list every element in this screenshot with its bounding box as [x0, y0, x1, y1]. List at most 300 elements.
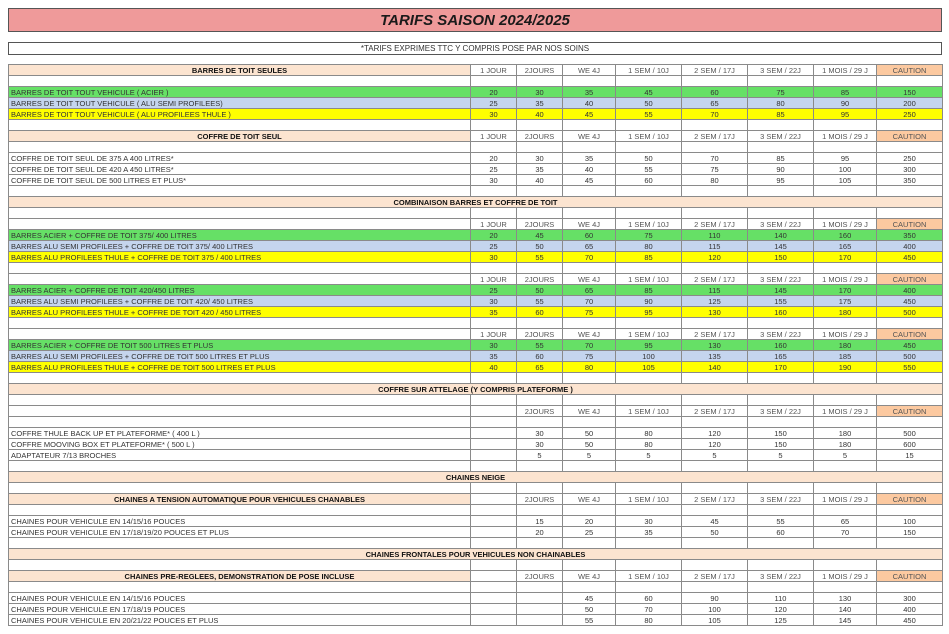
price-cell: 120 — [682, 428, 748, 439]
price-cell: 20 — [517, 527, 563, 538]
price-cell: 60 — [682, 87, 748, 98]
price-cell: 45 — [563, 109, 616, 120]
spacer-cell — [748, 417, 814, 428]
spacer-cell — [814, 483, 877, 494]
duration-header: 2 SEM / 17J — [682, 329, 748, 340]
price-cell: 25 — [471, 285, 517, 296]
duration-header: 2 SEM / 17J — [682, 406, 748, 417]
spacer-row — [9, 120, 943, 131]
spacer-cell — [877, 373, 943, 384]
price-cell: 100 — [877, 516, 943, 527]
price-cell: 35 — [517, 164, 563, 175]
spacer-cell — [563, 461, 616, 472]
price-cell — [471, 450, 517, 461]
spacer-cell — [682, 142, 748, 153]
section-title: BARRES DE TOIT SEULES — [9, 65, 471, 76]
spacer-cell — [877, 582, 943, 593]
price-cell: 95 — [814, 153, 877, 164]
price-cell: 190 — [814, 362, 877, 373]
price-cell: 60 — [616, 593, 682, 604]
price-cell — [471, 428, 517, 439]
section-header-row — [9, 494, 943, 505]
spacer-cell — [9, 120, 471, 131]
price-cell: 30 — [471, 109, 517, 120]
duration-header: 2 SEM / 17J — [682, 571, 748, 582]
price-row — [9, 98, 943, 109]
price-cell: 105 — [616, 362, 682, 373]
spacer-cell — [563, 395, 616, 406]
spacer-cell — [471, 461, 517, 472]
duration-header: 1 MOIS / 29 J — [814, 406, 877, 417]
spacer-cell — [563, 538, 616, 549]
price-cell: 50 — [517, 241, 563, 252]
price-row — [9, 516, 943, 527]
duration-header: 1 SEM / 10J — [616, 274, 682, 285]
price-cell: 15 — [517, 516, 563, 527]
price-cell: 85 — [616, 285, 682, 296]
spacer-cell — [748, 263, 814, 274]
spacer-cell — [563, 318, 616, 329]
spacer-cell — [563, 120, 616, 131]
page-title: TARIFS SAISON 2024/2025 — [380, 11, 570, 29]
price-cell: 70 — [563, 296, 616, 307]
spacer-cell — [517, 505, 563, 516]
price-cell: 65 — [682, 98, 748, 109]
price-row — [9, 428, 943, 439]
price-cell: 400 — [877, 604, 943, 615]
spacer-cell — [563, 208, 616, 219]
caution-header: CAUTION — [877, 494, 943, 505]
duration-header: WE 4J — [563, 571, 616, 582]
price-cell: 20 — [471, 87, 517, 98]
spacer-cell — [682, 373, 748, 384]
price-cell: 90 — [682, 593, 748, 604]
spacer-cell — [616, 538, 682, 549]
duration-header: 2JOURS — [517, 274, 563, 285]
price-row — [9, 296, 943, 307]
spacer-cell — [877, 461, 943, 472]
price-cell: 115 — [682, 241, 748, 252]
price-cell: 20 — [471, 230, 517, 241]
spacer-cell — [748, 208, 814, 219]
price-cell: 125 — [682, 296, 748, 307]
product-label: BARRES ACIER + COFFRE DE TOIT 420/450 LITRES — [9, 285, 471, 296]
duration-header: 3 SEM / 22J — [748, 219, 814, 230]
spacer-cell — [814, 318, 877, 329]
price-cell: 35 — [563, 153, 616, 164]
price-cell: 120 — [748, 604, 814, 615]
spacer-cell — [517, 186, 563, 197]
price-row — [9, 340, 943, 351]
spacer-cell — [9, 560, 471, 571]
spacer-cell — [814, 76, 877, 87]
spacer-row — [9, 76, 943, 87]
duration-header: 1 JOUR — [471, 329, 517, 340]
spacer-cell — [877, 263, 943, 274]
price-cell: 450 — [877, 615, 943, 626]
spacer-cell — [517, 263, 563, 274]
price-cell: 15 — [877, 450, 943, 461]
duration-header: 3 SEM / 22J — [748, 571, 814, 582]
duration-header: 2JOURS — [517, 65, 563, 76]
product-label: BARRES ACIER + COFFRE DE TOIT 375/ 400 LITRES — [9, 230, 471, 241]
spacer-cell — [877, 318, 943, 329]
price-cell: 60 — [517, 351, 563, 362]
spacer-cell — [9, 395, 471, 406]
section-header-row — [9, 571, 943, 582]
price-cell: 80 — [616, 241, 682, 252]
price-cell: 95 — [814, 109, 877, 120]
spacer-cell — [517, 395, 563, 406]
price-row — [9, 307, 943, 318]
spacer-cell — [877, 208, 943, 219]
spacer-cell — [471, 263, 517, 274]
price-cell: 160 — [748, 340, 814, 351]
spacer-row — [9, 461, 943, 472]
spacer-cell — [9, 186, 471, 197]
spacer-row — [9, 142, 943, 153]
price-cell: 45 — [563, 175, 616, 186]
price-cell: 35 — [616, 527, 682, 538]
price-cell: 300 — [877, 593, 943, 604]
price-cell: 95 — [616, 307, 682, 318]
price-cell: 155 — [748, 296, 814, 307]
spacer-cell — [814, 263, 877, 274]
price-cell: 30 — [471, 340, 517, 351]
spacer-row — [9, 505, 943, 516]
price-cell: 450 — [877, 252, 943, 263]
price-cell: 45 — [517, 230, 563, 241]
price-cell: 70 — [563, 340, 616, 351]
price-cell: 150 — [748, 439, 814, 450]
spacer-cell — [748, 76, 814, 87]
price-cell — [471, 593, 517, 604]
spacer-cell — [517, 142, 563, 153]
price-cell: 50 — [563, 439, 616, 450]
price-cell: 30 — [471, 175, 517, 186]
spacer-cell — [563, 417, 616, 428]
spacer-cell — [471, 186, 517, 197]
spacer-cell — [517, 417, 563, 428]
price-cell: 350 — [877, 175, 943, 186]
price-cell: 40 — [563, 164, 616, 175]
duration-header: 2 SEM / 17J — [682, 219, 748, 230]
price-cell: 80 — [682, 175, 748, 186]
spacer-cell — [563, 142, 616, 153]
column-header-row — [9, 274, 943, 285]
spacer-cell — [814, 208, 877, 219]
price-cell: 70 — [563, 252, 616, 263]
spacer-cell — [563, 505, 616, 516]
duration-header: 1 SEM / 10J — [616, 329, 682, 340]
price-cell — [471, 527, 517, 538]
price-row — [9, 351, 943, 362]
price-cell: 60 — [748, 527, 814, 538]
price-cell: 110 — [682, 230, 748, 241]
spacer-cell — [517, 208, 563, 219]
caution-header: CAUTION — [877, 65, 943, 76]
tariff-table — [8, 64, 943, 626]
spacer-cell — [682, 395, 748, 406]
spacer-cell — [471, 505, 517, 516]
blank-cell — [9, 406, 471, 417]
price-cell: 90 — [748, 164, 814, 175]
duration-header: 2JOURS — [517, 219, 563, 230]
price-cell: 50 — [563, 604, 616, 615]
spacer-cell — [517, 582, 563, 593]
price-cell: 70 — [616, 604, 682, 615]
price-cell: 50 — [616, 98, 682, 109]
duration-header: WE 4J — [563, 329, 616, 340]
price-cell: 105 — [682, 615, 748, 626]
spacer-cell — [616, 395, 682, 406]
duration-header: 1 JOUR — [471, 219, 517, 230]
price-cell: 25 — [471, 241, 517, 252]
column-header-row — [9, 329, 943, 340]
spacer-cell — [616, 318, 682, 329]
product-label: COFFRE DE TOIT SEUL DE 375 A 400 LITRES* — [9, 153, 471, 164]
spacer-cell — [616, 263, 682, 274]
duration-header: 1 MOIS / 29 J — [814, 329, 877, 340]
price-cell: 130 — [682, 307, 748, 318]
price-cell: 85 — [814, 87, 877, 98]
price-row — [9, 164, 943, 175]
price-cell: 65 — [563, 285, 616, 296]
product-label: COFFRE MOOVING BOX ET PLATEFORME* ( 500 L ) — [9, 439, 471, 450]
price-cell: 450 — [877, 296, 943, 307]
duration-header: 1 SEM / 10J — [616, 131, 682, 142]
price-cell: 60 — [517, 307, 563, 318]
spacer-cell — [616, 120, 682, 131]
spacer-cell — [682, 318, 748, 329]
price-cell: 185 — [814, 351, 877, 362]
spacer-cell — [471, 538, 517, 549]
duration-header: 1 MOIS / 29 J — [814, 131, 877, 142]
caution-header: CAUTION — [877, 131, 943, 142]
product-label: BARRES ALU PROFILEES THULE + COFFRE DE TOIT 500 LITRES ET PLUS — [9, 362, 471, 373]
spacer-cell — [616, 186, 682, 197]
price-cell: 50 — [517, 285, 563, 296]
duration-header: 2JOURS — [517, 329, 563, 340]
spacer-row — [9, 208, 943, 219]
spacer-cell — [748, 560, 814, 571]
duration-header: 2 SEM / 17J — [682, 65, 748, 76]
spacer-cell — [563, 483, 616, 494]
price-cell: 55 — [517, 252, 563, 263]
spacer-row — [9, 373, 943, 384]
price-cell: 500 — [877, 307, 943, 318]
spacer-cell — [517, 538, 563, 549]
spacer-cell — [748, 395, 814, 406]
price-cell: 170 — [748, 362, 814, 373]
price-cell: 550 — [877, 362, 943, 373]
product-label: BARRES ALU SEMI PROFILEES + COFFRE DE TOIT 375/ 400 LITRES — [9, 241, 471, 252]
spacer-cell — [517, 461, 563, 472]
price-cell: 250 — [877, 109, 943, 120]
section-banner-row — [9, 549, 943, 560]
price-cell: 180 — [814, 307, 877, 318]
duration-header: 3 SEM / 22J — [748, 494, 814, 505]
spacer-cell — [682, 505, 748, 516]
spacer-cell — [471, 208, 517, 219]
spacer-cell — [563, 560, 616, 571]
price-cell: 50 — [682, 527, 748, 538]
spacer-cell — [9, 505, 471, 516]
price-cell: 95 — [616, 340, 682, 351]
price-cell: 400 — [877, 241, 943, 252]
price-cell: 75 — [682, 164, 748, 175]
spacer-cell — [748, 505, 814, 516]
duration-header: 1 SEM / 10J — [616, 571, 682, 582]
price-cell — [471, 439, 517, 450]
spacer-cell — [616, 461, 682, 472]
price-row — [9, 362, 943, 373]
price-cell: 55 — [563, 615, 616, 626]
blank-cell — [9, 274, 471, 285]
caution-header: CAUTION — [877, 219, 943, 230]
spacer-cell — [814, 538, 877, 549]
spacer-cell — [814, 186, 877, 197]
price-cell: 40 — [517, 109, 563, 120]
spacer-cell — [616, 417, 682, 428]
spacer-cell — [682, 483, 748, 494]
price-cell: 35 — [517, 98, 563, 109]
product-label: ADAPTATEUR 7/13 BROCHES — [9, 450, 471, 461]
spacer-cell — [877, 538, 943, 549]
spacer-cell — [877, 505, 943, 516]
price-cell — [517, 604, 563, 615]
spacer-cell — [616, 483, 682, 494]
duration-header: 2JOURS — [517, 131, 563, 142]
product-label: BARRES DE TOIT TOUT VEHICULE ( ACIER ) — [9, 87, 471, 98]
price-cell: 30 — [517, 428, 563, 439]
spacer-cell — [814, 417, 877, 428]
price-cell: 40 — [517, 175, 563, 186]
caution-header: CAUTION — [877, 274, 943, 285]
section-banner-row — [9, 472, 943, 483]
spacer-cell — [616, 505, 682, 516]
price-cell: 150 — [877, 527, 943, 538]
price-cell: 145 — [748, 285, 814, 296]
price-cell: 350 — [877, 230, 943, 241]
spacer-cell — [9, 208, 471, 219]
spacer-cell — [748, 461, 814, 472]
price-row — [9, 593, 943, 604]
duration-header: 2JOURS — [517, 494, 563, 505]
price-cell: 115 — [682, 285, 748, 296]
duration-header: 2 SEM / 17J — [682, 274, 748, 285]
page-title-box — [8, 8, 942, 32]
price-cell: 95 — [748, 175, 814, 186]
spacer-cell — [563, 76, 616, 87]
price-cell: 75 — [563, 351, 616, 362]
price-cell: 300 — [877, 164, 943, 175]
spacer-cell — [616, 373, 682, 384]
price-cell: 130 — [682, 340, 748, 351]
price-cell: 55 — [616, 109, 682, 120]
spacer-cell — [682, 461, 748, 472]
product-label: BARRES ALU SEMI PROFILEES + COFFRE DE TOIT 420/ 450 LITRES — [9, 296, 471, 307]
spacer-cell — [682, 208, 748, 219]
section-title: CHAINES A TENSION AUTOMATIQUE POUR VEHICULES CHANABLES — [9, 494, 471, 505]
spacer-cell — [9, 461, 471, 472]
price-cell: 20 — [563, 516, 616, 527]
price-cell: 65 — [814, 516, 877, 527]
price-cell: 40 — [471, 362, 517, 373]
price-cell: 35 — [471, 307, 517, 318]
spacer-cell — [517, 318, 563, 329]
duration-header: 2 SEM / 17J — [682, 494, 748, 505]
duration-header: 1 JOUR — [471, 274, 517, 285]
spacer-cell — [9, 318, 471, 329]
spacer-cell — [563, 373, 616, 384]
section-banner: CHAINES FRONTALES POUR VEHICULES NON CHAINABLES — [9, 549, 943, 560]
price-cell: 150 — [748, 428, 814, 439]
spacer-cell — [616, 560, 682, 571]
spacer-cell — [748, 582, 814, 593]
price-cell — [471, 604, 517, 615]
price-cell: 180 — [814, 428, 877, 439]
spacer-cell — [616, 208, 682, 219]
product-label: COFFRE THULE BACK UP ET PLATEFORME* ( 400 L ) — [9, 428, 471, 439]
spacer-row — [9, 186, 943, 197]
price-cell: 70 — [682, 153, 748, 164]
price-row — [9, 87, 943, 98]
spacer-cell — [814, 142, 877, 153]
price-cell: 25 — [471, 164, 517, 175]
duration-header: WE 4J — [563, 494, 616, 505]
section-header-row — [9, 131, 943, 142]
spacer-cell — [9, 76, 471, 87]
price-cell: 400 — [877, 285, 943, 296]
product-label: CHAINES POUR VEHICULE EN 17/18/19 POUCES — [9, 604, 471, 615]
price-row — [9, 230, 943, 241]
duration-header: 3 SEM / 22J — [748, 274, 814, 285]
spacer-row — [9, 538, 943, 549]
price-cell: 80 — [748, 98, 814, 109]
caution-header: CAUTION — [877, 329, 943, 340]
duration-header: 1 SEM / 10J — [616, 65, 682, 76]
product-label: CHAINES POUR VEHICULE EN 14/15/16 POUCES — [9, 593, 471, 604]
spacer-row — [9, 417, 943, 428]
price-cell: 100 — [814, 164, 877, 175]
section-banner: COMBINAISON BARRES ET COFFRE DE TOIT — [9, 197, 943, 208]
duration-header: 1 MOIS / 29 J — [814, 65, 877, 76]
price-cell: 70 — [682, 109, 748, 120]
price-cell: 20 — [471, 153, 517, 164]
duration-header: 3 SEM / 22J — [748, 65, 814, 76]
price-row — [9, 109, 943, 120]
price-cell: 80 — [616, 439, 682, 450]
price-cell: 165 — [748, 351, 814, 362]
price-cell: 170 — [814, 252, 877, 263]
duration-header: WE 4J — [563, 219, 616, 230]
price-cell: 25 — [471, 98, 517, 109]
spacer-row — [9, 582, 943, 593]
price-cell: 170 — [814, 285, 877, 296]
caution-header: CAUTION — [877, 571, 943, 582]
duration-header: 1 SEM / 10J — [616, 406, 682, 417]
price-cell: 5 — [748, 450, 814, 461]
price-cell: 180 — [814, 439, 877, 450]
section-title: CHAINES PRE-REGLEES, DEMONSTRATION DE POSE INCLUSE — [9, 571, 471, 582]
duration-header: WE 4J — [563, 274, 616, 285]
spacer-cell — [471, 120, 517, 131]
price-cell: 140 — [814, 604, 877, 615]
price-cell: 75 — [616, 230, 682, 241]
spacer-cell — [471, 395, 517, 406]
spacer-cell — [9, 582, 471, 593]
